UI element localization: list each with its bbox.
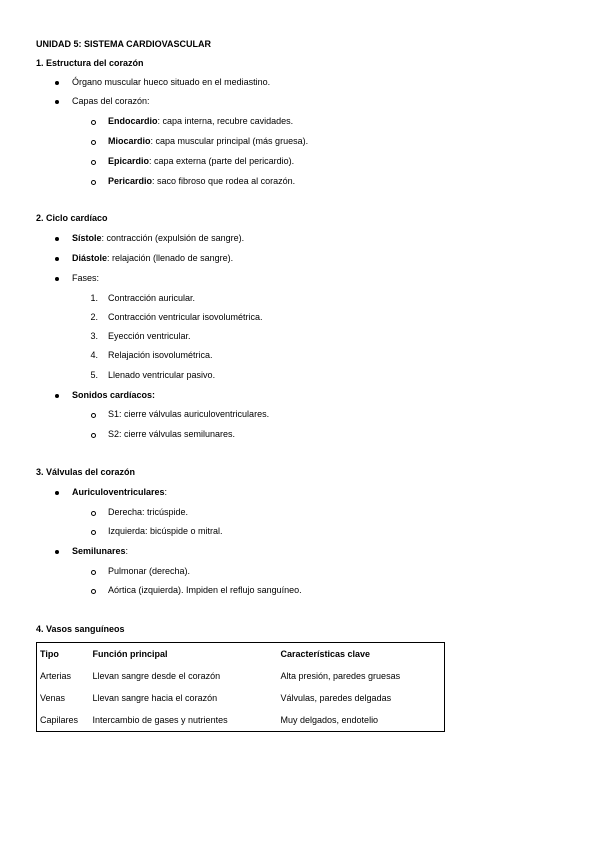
colon: :: [164, 487, 168, 497]
section-3-heading: 3. Válvulas del corazón: [36, 467, 136, 477]
list-item: Relajación isovolumétrica.: [108, 350, 213, 360]
header-cell: Función principal: [92, 649, 168, 659]
term: Epicardio: [108, 156, 150, 166]
circle-bullet-icon: [91, 160, 96, 165]
list-item: Contracción ventricular isovolumétrica.: [108, 312, 263, 322]
section-4-heading: 4. Vasos sanguíneos: [36, 624, 125, 634]
table-cell: Venas: [40, 693, 66, 703]
table-cell: Arterias: [40, 671, 72, 681]
term: Sístole: [72, 233, 102, 243]
circle-bullet-icon: [91, 120, 96, 125]
table-row: [37, 687, 445, 709]
list-item: Derecha: tricúspide.: [108, 507, 189, 517]
list-item: Llenado ventricular pasivo.: [108, 370, 216, 380]
list-item: [72, 233, 244, 244]
list-item: Contracción auricular.: [108, 293, 196, 303]
circle-bullet-icon: [91, 530, 96, 535]
table-cell: Llevan sangre desde el corazón: [92, 671, 221, 681]
list-item: [108, 116, 293, 127]
bullet-icon: [55, 237, 59, 241]
bullet-icon: [55, 491, 59, 495]
definition: : capa muscular principal (más gruesa).: [150, 136, 309, 146]
list-number: 1.: [90, 293, 98, 303]
list-item: [108, 156, 294, 167]
section-2-heading: 2. Ciclo cardíaco: [36, 213, 108, 223]
colon: :: [125, 546, 129, 556]
list-item: Fases:: [72, 273, 100, 283]
list-number: 4.: [90, 350, 98, 360]
list-item: S2: cierre válvulas semilunares.: [108, 429, 236, 439]
definition: : relajación (llenado de sangre).: [107, 253, 234, 263]
definition: : capa externa (parte del pericardio).: [149, 156, 295, 166]
table-cell: Válvulas, paredes delgadas: [280, 693, 392, 703]
list-item: Capas del corazón:: [72, 96, 150, 106]
list-item: Izquierda: bicúspide o mitral.: [108, 526, 223, 536]
vessels-table: [36, 642, 445, 732]
term: Pericardio: [108, 176, 153, 186]
term: Semilunares: [72, 546, 126, 556]
section-1-heading: 1. Estructura del corazón: [36, 58, 144, 68]
definition: : contracción (expulsión de sangre).: [101, 233, 245, 243]
list-item: [108, 136, 308, 147]
table-cell: Intercambio de gases y nutrientes: [92, 715, 228, 725]
circle-bullet-icon: [91, 511, 96, 516]
header-cell: Características clave: [280, 649, 371, 659]
circle-bullet-icon: [91, 180, 96, 185]
definition: : saco fibroso que rodea al corazón.: [152, 176, 296, 186]
list-item: Aórtica (izquierda). Impiden el reflujo sanguíneo.: [108, 585, 302, 595]
bullet-icon: [55, 81, 59, 85]
circle-bullet-icon: [91, 589, 96, 594]
list-item: Eyección ventricular.: [108, 331, 191, 341]
list-item: S1: cierre válvulas auriculoventriculares.: [108, 409, 270, 419]
list-item: [108, 176, 295, 187]
definition: : capa interna, recubre cavidades.: [157, 116, 294, 126]
bullet-icon: [55, 550, 59, 554]
circle-bullet-icon: [91, 570, 96, 575]
table-row: [37, 709, 445, 732]
term: Auriculoventriculares: [72, 487, 165, 497]
document-title: UNIDAD 5: SISTEMA CARDIOVASCULAR: [36, 39, 212, 49]
list-number: 5.: [90, 370, 98, 380]
list-item: Órgano muscular hueco situado en el mediastino.: [72, 77, 271, 87]
list-item: Sonidos cardíacos:: [72, 390, 156, 400]
list-item: [72, 546, 128, 557]
table-cell: Llevan sangre hacia el corazón: [92, 693, 218, 703]
term: Endocardio: [108, 116, 158, 126]
list-number: 3.: [90, 331, 98, 341]
list-item: [72, 487, 167, 498]
table-header-row: [37, 643, 445, 666]
header-cell: Tipo: [40, 649, 59, 659]
term: Diástole: [72, 253, 108, 263]
term: Miocardio: [108, 136, 151, 146]
list-number: 2.: [90, 312, 98, 322]
table-row: [37, 665, 445, 687]
list-item: Pulmonar (derecha).: [108, 566, 191, 576]
bullet-icon: [55, 100, 59, 104]
table-cell: Alta presión, paredes gruesas: [280, 671, 401, 681]
circle-bullet-icon: [91, 413, 96, 418]
table-cell: Capilares: [40, 715, 79, 725]
bullet-icon: [55, 257, 59, 261]
list-item: [72, 253, 233, 264]
circle-bullet-icon: [91, 140, 96, 145]
table-cell: Muy delgados, endotelio: [280, 715, 379, 725]
circle-bullet-icon: [91, 433, 96, 438]
bullet-icon: [55, 277, 59, 281]
bullet-icon: [55, 394, 59, 398]
